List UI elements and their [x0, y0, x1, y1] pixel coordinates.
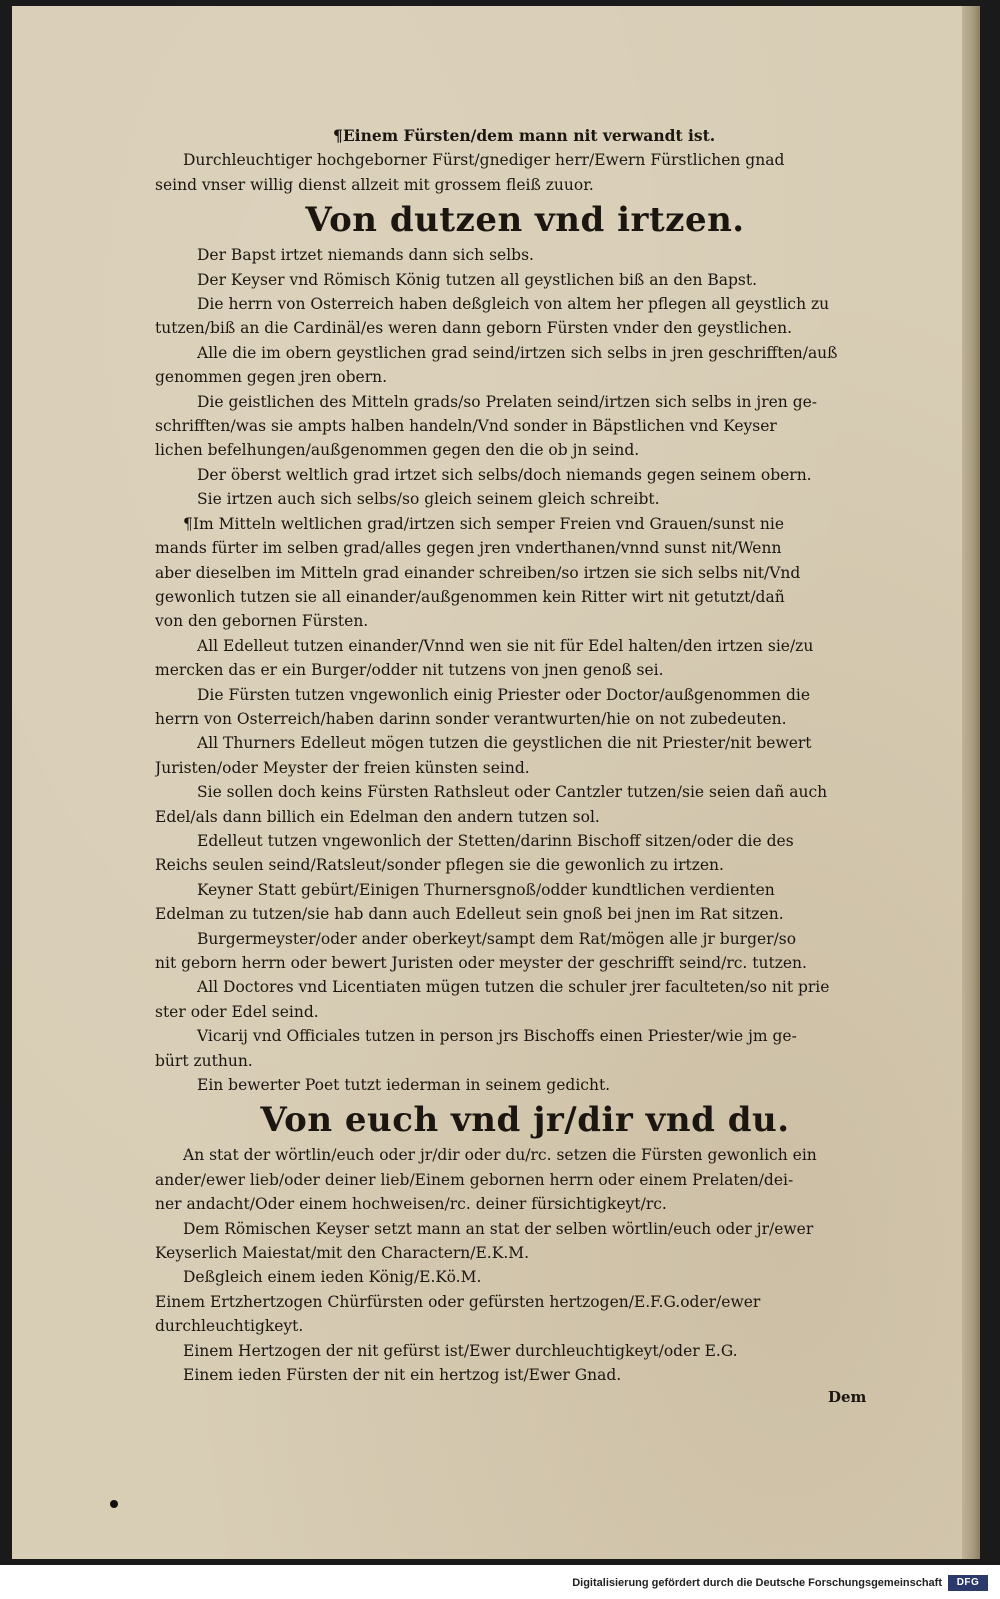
text-line: ander/ewer lieb/oder deiner lieb/Einem gebornen herrn oder einem Prelaten/dei-: [155, 1170, 794, 1189]
text-line: Burgermeyster/oder ander oberkeyt/sampt dem Rat/mögen alle jr burger/so: [197, 929, 797, 948]
dfg-logo: DFG: [948, 1575, 988, 1591]
text-line: schrifften/was sie ampts halben handeln/Vnd sonder in Bäpstlichen vnd Keyser: [155, 417, 777, 436]
text-line: gewonlich tutzen sie all einander/außgenommen kein Ritter wirt nit getutzt/dañ: [155, 587, 785, 606]
text-line: Vicarij vnd Officiales tutzen in person jrs Bischoffs einen Priester/wie jm ge-: [197, 1027, 797, 1046]
text-line: Der öberst weltlich grad irtzet sich selbs/doch niemands gegen seinem obern.: [197, 465, 812, 484]
text-line: seind vnser willig dienst allzeit mit grossem fleiß zuuor.: [155, 175, 594, 194]
text-line: Sie irtzen auch sich selbs/so gleich seinem gleich schreibt.: [197, 490, 660, 509]
text-line: Alle die im obern geystlichen grad seind/irtzen sich selbs in jren geschrifften/auß: [197, 343, 838, 362]
text-line: mercken das er ein Burger/odder nit tutzens von jnen genoß sei.: [155, 661, 664, 680]
ink-dot: [110, 1500, 118, 1508]
page-text: [155, 124, 895, 1388]
text-line: aber dieselben im Mitteln grad einander schreiben/so irtzen sie sich selbs nit/Vnd: [155, 563, 801, 582]
text-line: ¶Im Mitteln weltlichen grad/irtzen sich semper Freien vnd Grauen/sunst nie: [183, 514, 785, 533]
heading-euch-jr: Von euch vnd jr/dir vnd du.: [260, 1100, 790, 1141]
text-line: Edel/als dann billich ein Edelman den andern tutzen sol.: [155, 807, 600, 826]
text-line: Edelman zu tutzen/sie hab dann auch Edelleut sein gnoß bei jnen im Rat sitzen.: [155, 905, 784, 924]
text-line: All Doctores vnd Licentiaten mügen tutzen die schuler jrer faculteten/so nit prie: [197, 978, 830, 997]
section-subheading: ¶Einem Fürsten/dem mann nit verwandt ist.: [333, 126, 716, 145]
text-line: bürt zuthun.: [155, 1051, 253, 1070]
page-edge: [962, 6, 980, 1559]
text-line: nit geborn herrn oder bewert Juristen oder meyster der geschrifft seind/rc. tutzen.: [155, 954, 807, 972]
text-line: Der Keyser vnd Römisch König tutzen all geystlichen biß an den Bapst.: [197, 270, 758, 289]
heading-dutzen-irtzen: Von dutzen vnd irtzen.: [305, 200, 745, 241]
text-line: Die herrn von Osterreich haben deßgleich von altem her pflegen all geystlich zu: [197, 295, 830, 314]
text-line: All Edelleut tutzen einander/Vnnd wen sie nit für Edel halten/den irtzen sie/zu: [197, 636, 814, 655]
text-line: Durchleuchtiger hochgeborner Fürst/gnediger herr/Ewern Fürstlichen gnad: [183, 151, 785, 170]
text-line: genommen gegen jren obern.: [155, 368, 388, 387]
text-line: Sie sollen doch keins Fürsten Rathsleut oder Cantzler tutzen/sie seien dañ auch: [197, 783, 828, 802]
text-line: Die Fürsten tutzen vngewonlich einig Priester oder Doctor/außgenommen die: [197, 685, 810, 704]
text-line: Keyner Statt gebürt/Einigen Thurnersgnoß/odder kundtlichen verdienten: [197, 880, 775, 899]
text-line: Reichs seulen seind/Ratsleut/sonder pflegen sie die gewonlich zu irtzen.: [155, 856, 724, 875]
text-line: All Thurners Edelleut mögen tutzen die geystlichen die nit Priester/nit bewert: [197, 734, 812, 753]
footer-credit: Digitalisierung gefördert durch die Deutsche Forschungsgemeinschaft: [572, 1577, 942, 1589]
text-line: Die geistlichen des Mitteln grads/so Prelaten seind/irtzen sich selbs in jren ge-: [197, 392, 818, 411]
text-line: Juristen/oder Meyster der freien künsten seind.: [155, 758, 530, 777]
text-line: herrn von Osterreich/haben darinn sonder verantwurten/hie on not zubedeuten.: [155, 709, 787, 728]
text-line: tutzen/biß an die Cardinäl/es weren dann geborn Fürsten vnder den geystlichen.: [155, 319, 793, 338]
text-line: ner andacht/Oder einem hochweisen/rc. deiner fürsichtigkeyt/rc.: [155, 1195, 667, 1214]
text-line: ster oder Edel seind.: [155, 1002, 319, 1021]
text-line: Keyserlich Maiestat/mit den Charactern/E.K.M.: [155, 1244, 530, 1263]
text-line: mands fürter im selben grad/alles gegen jren vnderthanen/vnnd sunst nit/Wenn: [155, 539, 782, 558]
digitization-footer: [0, 1565, 1000, 1599]
text-line: Der Bapst irtzet niemands dann sich selbs.: [197, 246, 534, 265]
text-line: lichen befelhungen/außgenommen gegen den die ob jn seind.: [155, 441, 640, 460]
text-line: Edelleut tutzen vngewonlich der Stetten/darinn Bischoff sitzen/oder die des: [197, 831, 794, 850]
catchword: Dem: [828, 1388, 867, 1406]
text-line: von den gebornen Fürsten.: [155, 612, 369, 631]
text-line: durchleuchtigkeyt.: [155, 1317, 304, 1336]
text-line: Ein bewerter Poet tutzt iederman in seinem gedicht.: [197, 1076, 611, 1095]
text-line: Dem Römischen Keyser setzt mann an stat der selben wörtlin/euch oder jr/ewer: [183, 1219, 814, 1238]
text-line: Deßgleich einem ieden König/E.Kö.M.: [183, 1268, 482, 1287]
text-line: An stat der wörtlin/euch oder jr/dir oder du/rc. setzen die Fürsten gewonlich ein: [183, 1146, 817, 1165]
text-line: Einem Hertzogen der nit gefürst ist/Ewer durchleuchtigkeyt/oder E.G.: [183, 1341, 738, 1360]
text-line: Einem Ertzhertzogen Chürfürsten oder gefürsten hertzogen/E.F.G.oder/ewer: [155, 1292, 761, 1311]
text-line: Einem ieden Fürsten der nit ein hertzog ist/Ewer Gnad.: [183, 1366, 622, 1385]
